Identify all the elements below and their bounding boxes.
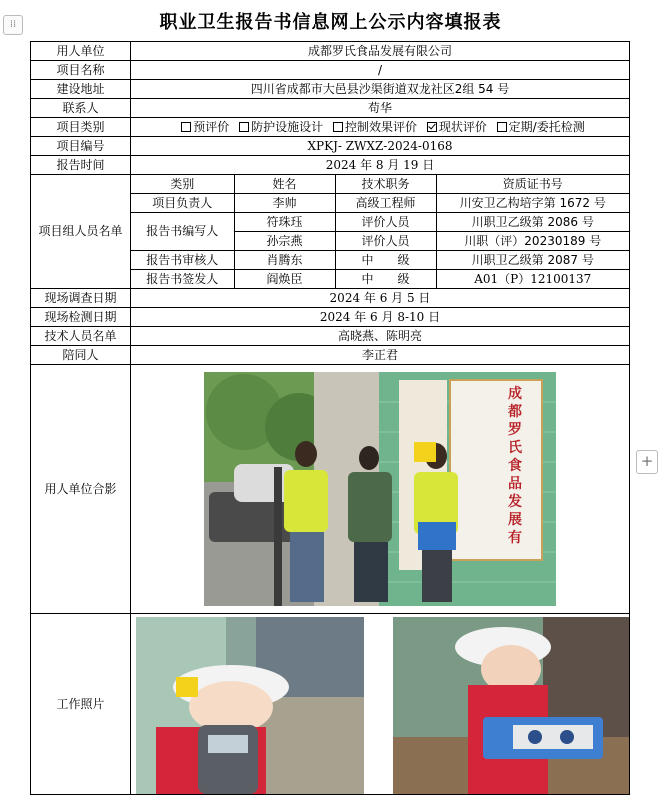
svg-text:发: 发	[508, 494, 522, 510]
team-member-cert: 川职卫乙级第 2086 号	[436, 213, 629, 232]
work-photos	[131, 614, 629, 794]
group-photo-label: 用人单位合影	[31, 365, 131, 614]
testing-date-value: 2024 年 6 月 8-10 日	[131, 308, 630, 327]
checkbox-icon	[333, 122, 343, 132]
work-photos-cell	[131, 614, 630, 795]
team-member-name: 孙宗燕	[234, 232, 335, 251]
row-team	[31, 175, 630, 289]
team-member-cert: 川职（评）20230189 号	[436, 232, 629, 251]
team-category: 报告书签发人	[131, 270, 234, 289]
team-category: 报告书审核人	[131, 251, 234, 270]
team-member-title: 评价人员	[335, 213, 436, 232]
team-header-row	[131, 175, 629, 194]
work-photo-1	[136, 617, 364, 794]
row-project-type	[31, 118, 630, 137]
work-photos-label: 工作照片	[31, 614, 131, 795]
option-control-evaluation[interactable]: 控制效果评价	[327, 120, 417, 134]
row-project-name	[31, 61, 630, 80]
team-header-cert: 资质证书号	[436, 175, 629, 194]
option-protection-design[interactable]: 防护设施设计	[233, 120, 323, 134]
checkbox-icon	[181, 122, 191, 132]
row-technicians	[31, 327, 630, 346]
svg-text:展: 展	[508, 512, 522, 528]
team-row	[131, 213, 629, 232]
team-member-title: 高级工程师	[335, 194, 436, 213]
escort-value: 李正君	[131, 346, 630, 365]
svg-text:有: 有	[508, 530, 522, 546]
page-title: 职业卫生报告书信息网上公示内容填报表	[159, 12, 502, 33]
row-employer	[31, 42, 630, 61]
team-label: 项目组人员名单	[31, 175, 131, 289]
project-type-label: 项目类别	[31, 118, 131, 137]
row-contact	[31, 99, 630, 118]
team-member-name: 李帅	[234, 194, 335, 213]
add-icon[interactable]: +	[636, 450, 658, 474]
checkbox-icon	[497, 122, 507, 132]
team-member-cert: 川安卫乙构培字第 1672 号	[436, 194, 629, 213]
team-member-title: 评价人员	[335, 232, 436, 251]
team-member-cert: A01（P）12100137	[436, 270, 629, 289]
option-pre-evaluation[interactable]: 预评价	[175, 120, 229, 134]
contact-label: 联系人	[31, 99, 131, 118]
group-photo	[204, 372, 556, 606]
work-photo-2	[393, 617, 629, 794]
employer-value: 成都罗氏食品发展有限公司	[131, 42, 630, 61]
row-address	[31, 80, 630, 99]
technicians-value: 高晓燕、陈明亮	[131, 327, 630, 346]
team-row	[131, 251, 629, 270]
contact-value: 苟华	[131, 99, 630, 118]
team-member-name: 肖腾东	[234, 251, 335, 270]
report-date-label: 报告时间	[31, 156, 131, 175]
address-label: 建设地址	[31, 80, 131, 99]
row-survey-date	[31, 289, 630, 308]
project-type-options	[131, 118, 630, 137]
option-periodic-testing[interactable]: 定期/委托检测	[491, 120, 585, 134]
project-name-value: /	[131, 61, 630, 80]
row-group-photo	[31, 365, 630, 614]
group-photo-cell	[131, 365, 630, 614]
group-photo-image	[204, 372, 556, 606]
team-member-title: 中 级	[335, 251, 436, 270]
svg-text:罗: 罗	[508, 422, 522, 438]
team-header-title: 技术职务	[335, 175, 436, 194]
row-report-date	[31, 156, 630, 175]
team-category: 项目负责人	[131, 194, 234, 213]
row-work-photos	[31, 614, 630, 795]
escort-label: 陪同人	[31, 346, 131, 365]
team-category: 报告书编写人	[131, 213, 234, 251]
report-date-value: 2024 年 8 月 19 日	[131, 156, 630, 175]
team-cell	[131, 175, 630, 289]
checkbox-icon	[239, 122, 249, 132]
team-member-name: 阎焕臣	[234, 270, 335, 289]
svg-text:成: 成	[508, 386, 522, 402]
option-status-evaluation[interactable]: 现状评价	[421, 120, 487, 134]
row-project-no	[31, 137, 630, 156]
drag-handle-icon[interactable]: ⁞⁞	[3, 15, 23, 35]
team-member-title: 中 级	[335, 270, 436, 289]
row-testing-date	[31, 308, 630, 327]
svg-text:品: 品	[508, 476, 522, 492]
team-header-name: 姓名	[234, 175, 335, 194]
survey-date-label: 现场调查日期	[31, 289, 131, 308]
survey-date-value: 2024 年 6 月 5 日	[131, 289, 630, 308]
employer-label: 用人单位	[31, 42, 131, 61]
address-value: 四川省成都市大邑县沙渠街道双龙社区2组 54 号	[131, 80, 630, 99]
testing-date-label: 现场检测日期	[31, 308, 131, 327]
checked-checkbox-icon	[427, 122, 437, 132]
svg-text:食: 食	[508, 458, 522, 474]
technicians-label: 技术人员名单	[31, 327, 131, 346]
svg-text:都: 都	[508, 404, 522, 420]
team-row	[131, 194, 629, 213]
team-row	[131, 270, 629, 289]
team-header-category: 类别	[131, 175, 234, 194]
team-member-cert: 川职卫乙级第 2087 号	[436, 251, 629, 270]
project-no-value: XPKJ- ZWXZ-2024-0168	[131, 137, 630, 156]
svg-text:氏: 氏	[508, 440, 522, 456]
project-no-label: 项目编号	[31, 137, 131, 156]
disclosure-form-table	[30, 41, 630, 795]
team-member-name: 符珠珏	[234, 213, 335, 232]
team-table	[131, 175, 629, 288]
project-name-label: 项目名称	[31, 61, 131, 80]
row-escort	[31, 346, 630, 365]
